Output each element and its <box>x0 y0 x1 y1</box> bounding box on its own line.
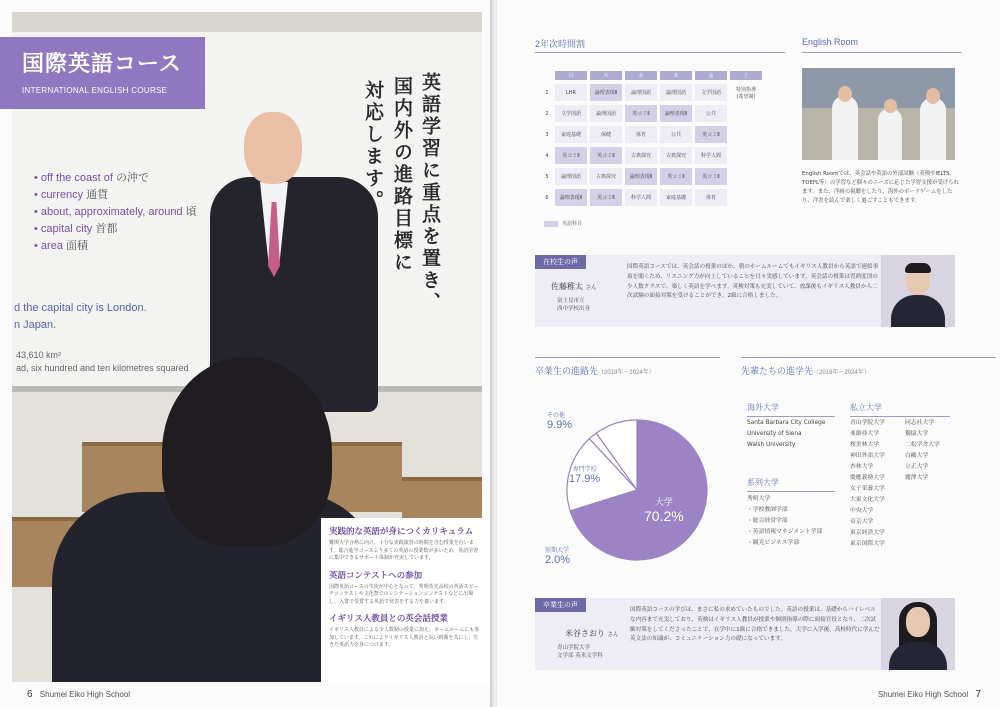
pie-value: 17.9% <box>569 473 601 485</box>
timetable-cell: 公共 <box>660 126 692 143</box>
timetable-cell: 科学人間 <box>695 147 727 164</box>
wb-word-3: • about, approximately, around 頃 <box>34 206 197 218</box>
timetable-cell: LHR <box>555 84 587 101</box>
list-item: 立正大学 <box>905 464 929 470</box>
list-item: 獨協大学 <box>905 431 929 437</box>
overseas-heading: 海外大学 <box>747 402 835 417</box>
avatar-hair <box>905 263 931 273</box>
destinations-subtitle: （2019年〜2024年） <box>813 370 870 376</box>
overseas-list <box>747 418 825 451</box>
table-row <box>542 189 762 206</box>
school-line: 文学部 英米文学科 <box>557 653 603 660</box>
timetable-cell: 英コミⅡ <box>625 105 657 122</box>
school-line: 青山学院大学 <box>557 645 591 651</box>
honorific: さん <box>607 632 619 638</box>
student-hair <box>162 357 332 547</box>
page-number: 6 <box>27 689 33 700</box>
feature-heading: 実践的な英語が身につくカリキュラム <box>329 527 474 537</box>
wb-word-1: • off the coast of の沖で <box>34 172 149 184</box>
timetable-cell <box>730 105 762 122</box>
avatar-body <box>891 295 945 327</box>
graduate-voice-box <box>535 598 955 670</box>
period-number: 6 <box>545 194 549 201</box>
list-item: 麗澤大学 <box>905 475 929 481</box>
timetable-cell: 英コミⅡ <box>555 147 587 164</box>
right-page <box>497 0 1000 707</box>
student-school <box>557 297 590 314</box>
english-room-text: English Roomでは、英会話や英語の外部試験（英検やIELTS、TOEFL等）の学習など個々のニーズに応じた学習支援が受けられます。また、洋画の視聴をしたり、海外のボードゲームをしたり、洋書を読んで楽しく過ごすこともできます。 <box>802 171 959 204</box>
list-item: 東京経済大学 <box>850 530 885 536</box>
pie-label-other <box>547 410 572 431</box>
pie-label-university <box>644 495 684 524</box>
affiliated-heading: 系列大学 <box>747 477 835 492</box>
feature-heading: イギリス人教員との英会話授業 <box>329 614 448 624</box>
list-item: University of Siena <box>747 431 802 437</box>
list-item: ・総合経営学部 <box>747 518 788 524</box>
list-item: 東京国際大学 <box>850 541 885 547</box>
day-header: 金 <box>695 71 727 80</box>
timetable-cell: 英コミⅡ <box>590 147 622 164</box>
feature-text: 国際英語コースの生徒が中心となって、秀明英光高校の英語スピーチコンテストや文化祭でのレシテーションコンテストなどに出場し、入賞で受賞する英語で発表をする力を養います。 <box>329 583 479 605</box>
timetable-cell: 文学国語 <box>695 84 727 101</box>
list-item: 同志社大学 <box>905 420 934 426</box>
timetable-cell: 論理表現Ⅱ <box>625 168 657 185</box>
private-heading: 私立大学 <box>850 402 950 417</box>
timetable-cell: 英コミⅡ <box>660 168 692 185</box>
chart-title-text: 卒業生の進路先 <box>535 366 599 376</box>
timetable-cell: 家庭基礎 <box>555 126 587 143</box>
list-item: 白鷗大学 <box>905 453 929 459</box>
timetable-cell <box>730 168 762 185</box>
photo-person-head <box>838 86 852 102</box>
photo-person-head <box>884 99 897 113</box>
wb-sentence-2: n Japan. <box>14 319 57 331</box>
day-header: 月 <box>555 71 587 80</box>
period-number: 5 <box>545 173 549 180</box>
timetable-cell: 体育 <box>625 126 657 143</box>
avatar-body <box>889 642 947 670</box>
wb-sentence-1: d the capital city is London. <box>14 302 147 314</box>
photo-person <box>832 96 858 160</box>
left-page <box>0 0 493 707</box>
pie-value: 9.9% <box>547 419 573 431</box>
legend-label: 英語科目 <box>562 221 583 227</box>
timetable-cell: 論理国語 <box>660 84 692 101</box>
photo-person-head <box>926 88 940 104</box>
period-number: 1 <box>545 89 549 96</box>
school-line: 富士見市立 <box>557 298 585 304</box>
english-room-photo <box>802 68 955 160</box>
day-header: 火 <box>590 71 622 80</box>
timetable-cell <box>730 189 762 206</box>
wb-word-2: • currency 通貨 <box>34 189 109 201</box>
list-item: 桜美林大学 <box>850 442 879 448</box>
timetable <box>539 67 765 210</box>
graduate-school <box>557 644 603 661</box>
list-item: Santa Barbara City College <box>747 420 826 426</box>
list-item: 慶應義塾大学 <box>850 475 885 481</box>
student-voice-box <box>535 255 955 327</box>
private-list-col1 <box>850 418 885 550</box>
graduate-voice-tag: 卒業生の声 <box>535 598 586 612</box>
photo-person <box>920 98 946 160</box>
list-item: 青山学院大学 <box>850 420 885 426</box>
legend-swatch <box>544 221 558 227</box>
list-item: 亜細亜大学 <box>850 431 879 437</box>
timetable-cell: 英コミⅡ <box>695 126 727 143</box>
timetable-cell: 英コミⅡ <box>590 189 622 206</box>
period-number: 4 <box>545 152 549 159</box>
timetable-cell: 論理表現Ⅱ <box>590 84 622 101</box>
page-footer-right <box>878 689 986 700</box>
timetable-cell: 公共 <box>695 105 727 122</box>
wb-area-2: ad, six hundred and ten kilometres squared <box>16 363 189 373</box>
list-item: 大東文化大学 <box>850 497 885 503</box>
list-item: Walsh University <box>747 442 796 448</box>
graduate-voice-text: 国際英語コースの学びは、まさに私の求めていたものでした。英語の授業は、基礎からハイレベルな内容まで充実しており、英検はイギリス人教員が授業や個別指導の際に面接官役となり、二次試験対策をしてくださったことで、在学中に1級に合格できました。大学に入学後、高校時代に学んだ英文法の知識が、コミュニケーション力の礎になっています。 <box>630 607 880 643</box>
english-room-title: English Room <box>802 37 859 47</box>
timetable-cell: 古典探究 <box>590 168 622 185</box>
pie-value: 70.2% <box>644 508 684 524</box>
honorific: さん <box>585 285 597 291</box>
day-header: 土 <box>730 71 762 80</box>
timetable-corner <box>542 71 552 80</box>
list-item: 女子栄養大学 <box>850 486 885 492</box>
catch-copy-line-3: 対応します。 <box>362 80 384 212</box>
avatar-head <box>906 607 930 637</box>
timetable-cell: 論理国語 <box>555 168 587 185</box>
page-footer-left <box>22 689 130 700</box>
list-item: ・学校教師学部 <box>747 507 788 513</box>
list-item: 中央大学 <box>850 508 874 514</box>
wb-area-1: 43,610 km² <box>16 350 62 360</box>
list-item: ・観光ビジネス学部 <box>747 540 799 546</box>
affiliated-list <box>747 494 822 549</box>
wb-word-4: • capital city 首都 <box>34 223 118 235</box>
catch-copy-line-1: 英語学習に重点を置き、 <box>419 72 441 314</box>
course-title-ribbon <box>0 37 205 109</box>
day-header: 木 <box>660 71 692 80</box>
timetable-cell: 文学国語 <box>555 105 587 122</box>
table-row <box>542 126 762 143</box>
timetable-title: 2年次時間割 <box>535 39 586 49</box>
timetable-legend <box>544 220 582 227</box>
timetable-cell: 英コミⅡ <box>695 168 727 185</box>
table-row <box>542 147 762 164</box>
list-item: 杏林大学 <box>850 464 874 470</box>
table-row <box>542 105 762 122</box>
pie-category: その他 <box>547 413 566 419</box>
timetable-cell: 論理表現Ⅱ <box>660 105 692 122</box>
teacher-head <box>244 112 302 184</box>
graduate-name-text: 米谷さおり <box>565 629 605 638</box>
table-row <box>542 168 762 185</box>
period-number: 2 <box>545 110 549 117</box>
chart-subtitle: （2019年〜2024年） <box>598 370 655 376</box>
pie-label-vocational <box>569 464 600 485</box>
timetable-cell: 論理国語 <box>625 84 657 101</box>
feature-heading: 英語コンテストへの参加 <box>329 570 423 581</box>
pie-category: 短期大学 <box>545 548 570 554</box>
timetable-cell: 論理表現Ⅱ <box>555 189 587 206</box>
student-name-text: 佐藤稚太 <box>551 282 583 291</box>
timetable-cell: 論理国語 <box>590 105 622 122</box>
catch-copy-line-2: 国内外の進路目標に <box>391 76 413 274</box>
school-name: Shumei Eiko High School <box>877 690 969 699</box>
pie-category: 大学 <box>654 497 673 507</box>
day-header: 水 <box>625 71 657 80</box>
page-number: 7 <box>975 689 981 700</box>
table-row <box>542 84 762 101</box>
timetable-cell: 古典探究 <box>660 147 692 164</box>
private-list-col2 <box>905 418 940 484</box>
timetable-cell: 家庭基礎 <box>660 189 692 206</box>
destinations-title-text: 先輩たちの進学先 <box>741 366 814 376</box>
divider <box>741 357 996 358</box>
list-item: ・英語情報マネジメント学部 <box>747 529 823 535</box>
timetable-cell: 体育 <box>695 189 727 206</box>
list-item: 神田外語大学 <box>850 453 885 459</box>
graduate-name <box>565 628 619 639</box>
features-box <box>321 518 490 684</box>
course-title-en: INTERNATIONAL ENGLISH COURSE <box>22 86 168 95</box>
timetable-cell: 科学人間 <box>625 189 657 206</box>
feature-text: イギリス人教員による少人数制の授業に加え、ホームルームにも参加しています。これによりイギリス人教員と長い時間を共にし、生きた英語力を身につけます。 <box>329 627 480 648</box>
period-number: 3 <box>545 131 549 138</box>
list-item: 帝京大学 <box>850 519 874 525</box>
pie-category: 専門学校 <box>572 467 597 473</box>
school-name: Shumei Eiko High School <box>39 690 131 699</box>
wb-word-5: • area 面積 <box>34 240 89 252</box>
chart-title <box>535 364 655 381</box>
destinations-title <box>741 364 870 381</box>
pie-value: 2.0% <box>545 554 571 566</box>
divider <box>802 52 962 53</box>
student-voice-text: 国際英語コースでは、英会話の授業のほか、朝のホームルームでもイギリス人教員から英語で連絡事項を聞くため、リスニング力が向上していることを日々実感しています。英会話の授業は習熟度別の少人数クラスで、楽しく英語を学べます。英検対策も充実していて、放課後もイギリス人教員から二次試験の面接対策を受けることができ、2級に合格しました。 <box>627 264 879 300</box>
pie-label-junior-college <box>545 545 570 566</box>
student-avatar <box>881 255 955 327</box>
feature-text: 難関大学合格に向け、十分な実践演習の時間を含む授業を行います。総合進学コースより多くの英語の授業数が多いため、英語学習に集中できるサポート体制が充実しています。 <box>329 540 479 561</box>
school-line: 西中学校出身 <box>557 306 591 313</box>
timetable-cell: 特別指導 (希望制) <box>735 86 756 100</box>
graduate-avatar <box>881 598 955 670</box>
photo-person <box>878 108 902 160</box>
timetable-cell <box>730 126 762 143</box>
student-name <box>551 281 597 292</box>
divider <box>535 357 720 358</box>
course-title-jp: 国際英語コース <box>22 51 182 77</box>
list-item: 秀明大学 <box>747 496 771 502</box>
timetable-cell <box>730 147 762 164</box>
timetable-cell: 古典探究 <box>625 147 657 164</box>
student-voice-tag: 在校生の声 <box>535 255 586 269</box>
divider <box>535 52 785 53</box>
timetable-cell: 保健 <box>590 126 622 143</box>
list-item: 二松学舎大学 <box>905 442 940 448</box>
